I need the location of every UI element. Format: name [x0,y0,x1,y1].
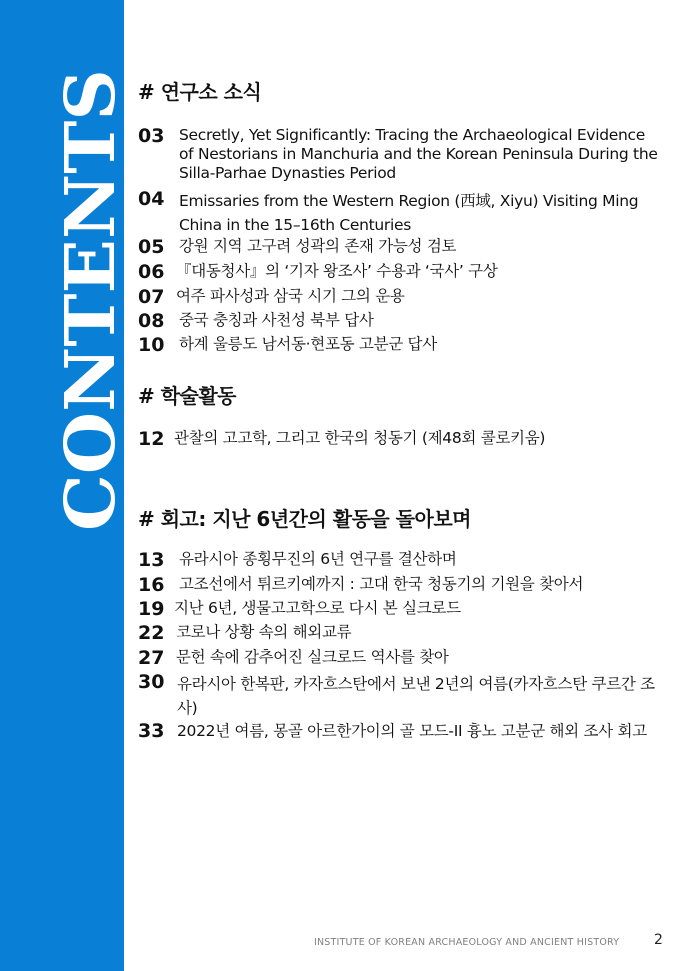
contents-vertical-title [51,69,131,531]
page-number: 16 [138,574,165,596]
entry-title: 『대동청사』의 ‘기자 왕조사’ 수용과 ‘국사’ 구상 [176,262,498,280]
toc-entry[interactable] [138,550,658,571]
section-heading-retrospective: # 회고: 지난 6년간의 활동을 돌아보며 [138,507,471,531]
toc-entry[interactable] [138,126,658,183]
entry-title: Emissaries from the Western Region (西域, Xiyu) Visiting Ming China in the 15–16th Centuries [179,192,639,234]
toc-entry[interactable] [138,648,658,669]
entry-title: 고조선에서 튀르키예까지 : 고대 한국 청동기의 기원을 찾아서 [179,575,584,593]
page-number-footer: 2 [654,932,663,948]
page-number: 33 [138,720,165,742]
toc-entry[interactable] [138,311,658,332]
toc-entry[interactable] [138,262,658,283]
page-number: 06 [138,261,165,283]
section-heading-news: # 연구소 소식 [138,80,262,104]
entry-title: 유라시아 종횡무진의 6년 연구를 결산하며 [179,550,457,568]
page-number: 04 [138,188,165,210]
page-number: 13 [138,549,165,571]
entry-title: 하계 울릉도 남서동·현포동 고분군 답사 [179,335,437,353]
sidebar-band [0,0,131,971]
page-number: 10 [138,334,165,356]
entry-title: 2022년 여름, 몽골 아르한가이의 골 모드-II 흉노 고분군 해외 조사 회고 [177,722,647,740]
page-number: 03 [138,125,165,147]
toc-entry[interactable] [138,189,658,237]
entry-title: 관찰의 고고학, 그리고 한국의 청동기 (제48회 콜로키움) [174,429,546,447]
footer-institute-name: INSTITUTE OF KOREAN ARCHAEOLOGY AND ANCIENT HISTORY [314,937,620,948]
toc-entry[interactable] [138,287,658,308]
entry-title: 여주 파사성과 삼국 시기 그의 운용 [176,287,405,305]
page-number: 27 [138,647,165,669]
page-number: 22 [138,622,165,644]
entry-title: 코로나 상황 속의 해외교류 [176,623,352,641]
entry-title: 문헌 속에 감추어진 실크로드 역사를 찾아 [176,648,449,666]
toc-entry[interactable] [138,575,658,596]
toc-entry[interactable] [138,623,658,644]
toc-entry[interactable] [138,721,658,742]
toc-entry[interactable] [138,599,658,620]
toc-entry[interactable] [138,237,658,258]
entry-title: 유라시아 한복판, 카자흐스탄에서 보낸 2년의 여름(카자흐스탄 쿠르간 조사) [177,675,655,717]
entry-title: 중국 충칭과 사천성 북부 답사 [179,311,374,329]
page-number: 12 [138,428,165,450]
toc-entry[interactable] [138,672,658,720]
page-number: 19 [138,598,165,620]
toc-entry[interactable] [138,335,658,356]
page-number: 05 [138,236,165,258]
section-heading-academic: # 학술활동 [138,384,237,408]
page-number: 07 [138,286,165,308]
toc-entry[interactable] [138,429,658,450]
entry-title: 강원 지역 고구려 성곽의 존재 가능성 검토 [179,237,457,255]
entry-title: 지난 6년, 생물고고학으로 다시 본 실크로드 [174,599,461,617]
contents-title-text: CONTENTS [51,91,131,531]
page-number: 08 [138,310,165,332]
page-number: 30 [138,671,165,693]
entry-title: Secretly, Yet Significantly: Tracing the Archaeological Evidence of Nestorians in Manchuria and the Korean Peninsula During the Silla-Parhae Dynasties Period [179,126,658,182]
